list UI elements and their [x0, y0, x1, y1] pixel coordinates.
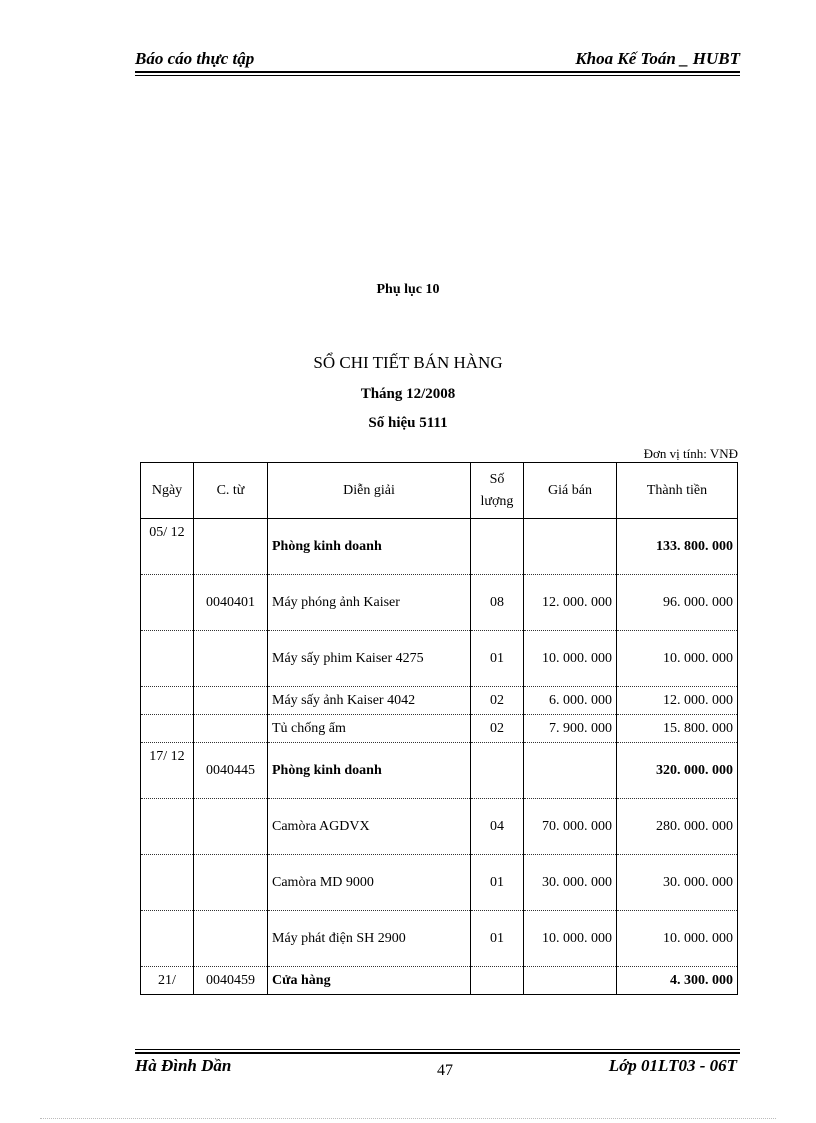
cell-voucher: 0040445 [194, 743, 268, 799]
cell-amount: 133. 800. 000 [617, 519, 738, 575]
cell-date: 21/ [141, 967, 194, 995]
cell-description: Tủ chống ẩm [268, 715, 471, 743]
footer-author: Hà Đình Dần [135, 1056, 232, 1075]
cell-price: 30. 000. 000 [524, 855, 617, 911]
table-row [141, 631, 738, 687]
cell-voucher: 0040401 [194, 575, 268, 631]
page-title: SỔ CHI TIẾT BÁN HÀNG [313, 353, 503, 372]
cell-qty: 01 [471, 631, 524, 687]
cell-qty [471, 519, 524, 575]
table-header-row [141, 463, 738, 519]
cell-voucher [194, 631, 268, 687]
cell-qty: 01 [471, 911, 524, 967]
footer-rule-thin [135, 1049, 740, 1050]
cell-date: 05/ 12 [141, 519, 194, 575]
cell-voucher: 0040459 [194, 967, 268, 995]
cell-description: Camòra MD 9000 [268, 855, 471, 911]
cell-qty: 02 [471, 687, 524, 715]
col-header-price: Giá bán [524, 463, 617, 519]
cell-description: Máy sấy phim Kaiser 4275 [268, 631, 471, 687]
table-row [141, 575, 738, 631]
table-row [141, 855, 738, 911]
cell-price [524, 519, 617, 575]
cell-price [524, 743, 617, 799]
header-rule-thin [135, 75, 740, 76]
cell-voucher [194, 519, 268, 575]
account-number: Số hiệu 5111 [368, 415, 448, 431]
cell-date [141, 911, 194, 967]
cell-qty: 08 [471, 575, 524, 631]
header-rule [135, 71, 740, 73]
cell-amount: 96. 000. 000 [617, 575, 738, 631]
page-bottom-divider [40, 1118, 776, 1119]
cell-price: 10. 000. 000 [524, 911, 617, 967]
table-row [141, 687, 738, 715]
table-row [141, 967, 738, 995]
cell-qty: 04 [471, 799, 524, 855]
cell-price [524, 967, 617, 995]
cell-price: 12. 000. 000 [524, 575, 617, 631]
table-row [141, 911, 738, 967]
cell-description: Phòng kinh doanh [268, 743, 471, 799]
page-number: 47 [437, 1062, 453, 1079]
cell-description: Cửa hàng [268, 967, 471, 995]
cell-date [141, 575, 194, 631]
cell-description: Camòra AGDVX [268, 799, 471, 855]
cell-amount: 12. 000. 000 [617, 687, 738, 715]
table-row [141, 715, 738, 743]
cell-amount: 4. 300. 000 [617, 967, 738, 995]
cell-date [141, 715, 194, 743]
page-header [135, 48, 740, 72]
cell-voucher [194, 715, 268, 743]
cell-description: Phòng kinh doanh [268, 519, 471, 575]
table-row [141, 743, 738, 799]
cell-qty: 01 [471, 855, 524, 911]
cell-voucher [194, 687, 268, 715]
cell-date [141, 631, 194, 687]
month-label: Tháng 12/2008 [360, 386, 456, 402]
appendix-label: Phụ lục 10 [376, 282, 440, 297]
cell-qty [471, 967, 524, 995]
cell-date [141, 687, 194, 715]
currency-unit: Đơn vị tính: VNĐ [643, 446, 738, 461]
cell-amount: 30. 000. 000 [617, 855, 738, 911]
col-header-voucher: C. từ [194, 463, 268, 519]
table-row [141, 519, 738, 575]
footer-class: Lớp 01LT03 - 06T [608, 1056, 737, 1075]
header-left: Báo cáo thực tập [135, 49, 255, 68]
cell-amount: 15. 800. 000 [617, 715, 738, 743]
cell-voucher [194, 799, 268, 855]
cell-voucher [194, 855, 268, 911]
sales-ledger-table [140, 462, 738, 995]
col-header-description: Diễn giải [268, 463, 471, 519]
header-right: Khoa Kế Toán _ HUBT [575, 49, 740, 68]
col-header-date: Ngày [141, 463, 194, 519]
table-row [141, 799, 738, 855]
cell-amount: 10. 000. 000 [617, 911, 738, 967]
cell-voucher [194, 911, 268, 967]
cell-amount: 10. 000. 000 [617, 631, 738, 687]
col-header-qty: Số lượng [471, 463, 524, 519]
cell-date [141, 799, 194, 855]
cell-price: 7. 900. 000 [524, 715, 617, 743]
cell-description: Máy phát điện SH 2900 [268, 911, 471, 967]
cell-date: 17/ 12 [141, 743, 194, 799]
cell-description: Máy sấy ảnh Kaiser 4042 [268, 687, 471, 715]
cell-amount: 280. 000. 000 [617, 799, 738, 855]
cell-qty [471, 743, 524, 799]
cell-date [141, 855, 194, 911]
cell-amount: 320. 000. 000 [617, 743, 738, 799]
footer-rule [135, 1052, 740, 1054]
col-header-amount: Thành tiền [617, 463, 738, 519]
cell-price: 70. 000. 000 [524, 799, 617, 855]
cell-description: Máy phóng ảnh Kaiser [268, 575, 471, 631]
cell-qty: 02 [471, 715, 524, 743]
cell-price: 10. 000. 000 [524, 631, 617, 687]
cell-price: 6. 000. 000 [524, 687, 617, 715]
